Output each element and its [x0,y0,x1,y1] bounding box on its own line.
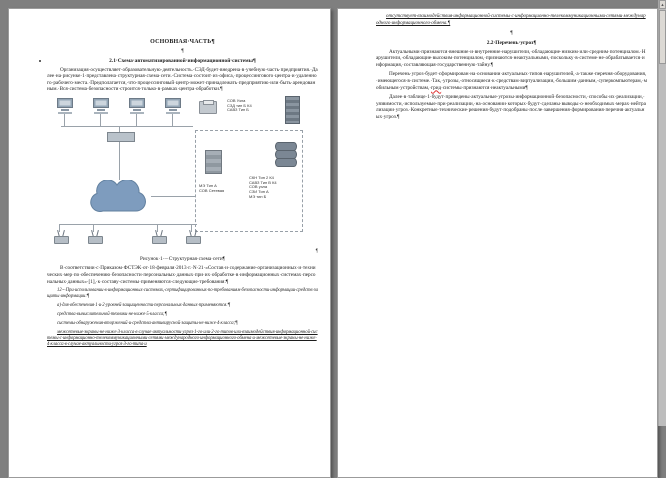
network-switch-icon [107,132,135,142]
server-rack-icon [285,96,300,124]
diagram-label-group-right [249,176,277,200]
scroll-up-button[interactable]: ▲ [660,2,665,7]
diagram-connector-line [100,114,101,126]
quote-line: системы·обнаружения·вторжений·и·средства·антивирусной·защиты·не·ниже·4·класса;¶ [57,321,238,327]
paragraph-text: Перечень·угроз·будет·сформирован·на·основании·актуальных·типов·нарушителей,·а·также·перечня·оборудования,·имеющегося·в·системе.·Так,·угрозы,·относящиеся·к·средствам·виртуализации,·большим·данным,·суперкомпьютерам,·мобильным·устройствам,· [376,71,647,91]
document-page-2[interactable] [337,8,658,478]
diagram-connector-line [136,114,137,126]
page-title: ОСНОВНАЯ·ЧАСТЬ¶ [150,39,215,45]
diagram-connector-line [151,196,195,197]
tracked-change-text: межсетевые·экраны·не·ниже·3·класса·в·случае·актуальности·угроз·1-го·или·2-го·типов·или·взаимодействия·информационной·системы·с·информационно-телекоммуникационными·сетями·международного·информационного·обмена·и·межсетевые·экраны·не·ниже·4·класса·в·случае·актуальности·угроз·3-го·типа·и [47,330,318,348]
workstation-icon [127,98,147,115]
diagram-label: САВЗ Тип Б [227,107,249,113]
workstation-icon [91,98,111,115]
paragraph-fstec-order: В·соответствии·с·Приказом·ФСТЭК·от·18·февраля·2013·г.·N·21·«Состав·и·содержание·организационных·и·технических·мер·по·обеспечению·безопасности·персональных·данных·при·их·обработке·в·информационных·системах·персональных·данных»·[1],·к·составу·системы·применяются·следующие·требования:¶ [47,265,316,285]
diagram-label: СОВ Узла [227,97,246,103]
diagram-label-group-top [227,99,252,113]
database-disk-icon [275,158,297,167]
document-page-1[interactable] [8,8,331,478]
access-point-icon [151,230,167,244]
change-marker-dot [39,60,41,62]
paragraph-text: ·системы·признаются·неактуальными¶ [441,84,528,91]
diagram-label: СЗИ Тип А [249,189,269,195]
paragraph-threat-list [376,71,647,91]
workstation-icon [163,98,183,115]
diagram-label: САВЗ Тип В К4 [249,179,277,185]
figure-caption: Рисунок·1·–·Структурная·схема·сети¶ [140,255,225,262]
quote-line: а)·для·обеспечения·1·и·2·уровней·защищенности·персональных·данных·применяются:¶ [57,303,231,309]
access-point-icon [185,230,201,244]
access-point-icon [53,230,69,244]
paragraph-system-description: Организация·осуществляет·образовательную·деятельность.·СЭД·будет·внедрена·в·учебную·часть·предприятия.·Далее·на·рисунке·1·представлена·структурная·схема·сети.·Система·состоит·из·офиса,·процессингового·центра·и·удаленного·рабочего·места.·Предполагается,·что·процессинговый·центр·может·принадлежать·предприятию·или·быть·арендованным.·Вся·система·безопасности·строится·только·в·рамках·центра·обработки.¶ [47,66,318,93]
diagram-label-group-mid [199,184,224,194]
diagram-connector-line [59,224,197,225]
diagram-connector-line [64,114,65,126]
server-icon [205,150,222,174]
workstation-icon [55,98,75,115]
diagram-label: СЗД тип Б К4 [227,102,252,108]
quote-line: средства·вычислительной·техники·не·ниже·5·класса;¶ [57,312,168,318]
scrollbar-thumb[interactable] [659,10,666,64]
printer-icon [199,101,217,114]
diagram-label: СОВ узла [249,184,268,190]
section-heading-2-1: 2.1·Схема·автоматизированной·информационной·системы¶ [109,57,256,64]
access-point-icon [87,230,103,244]
section-heading-2-2: 2.2·Перечень·угроз¶ [486,39,537,46]
diagram-label: МЭ тип Б [249,194,267,200]
empty-paragraph-mark: ¶ [510,30,513,37]
paragraph-table-intro: Далее·в·таблице·1·будут·приведены·актуальные·угрозы·информационной·безопасности,·способы·их·реализации,·уязвимости,·используемые·при·реализации,·на·основании·которых·будут·сделаны·выводы·о·необходимых·мерах·нейтрализации·угроз.·Конкретные·технические·решения·будут·подобраны·после·завершения·формирования·перечня·актуальных·угроз.¶ [376,94,646,121]
diagram-connector-line [61,126,193,127]
misspelled-word: грид [431,84,442,91]
internet-cloud-icon [87,180,151,216]
paragraph-intruders: Актуальными·признаются·внешние·и·внутренние·нарушители,·обладающие·низким·или·средним·потенциалом.·Нарушители,·обладающие·высоким·потенциалом,·признаются·неактуальными,·поскольку·в·системе·не·обрабатывается·информация,·составляющая·государственную·тайну.¶ [376,48,646,68]
vertical-scrollbar[interactable] [658,0,666,426]
diagram-label: СОВ Сетевая [199,187,225,193]
paragraph-mark: ¶ [315,248,318,254]
tracked-change-text-continuation: отсутствует·взаимодействия·информационной·системы·с·информационно-телекоммуникационными·сетями·международного·информационного·обмена.¶ [376,14,646,26]
diagram-label: МЭ Тип А [199,182,217,188]
diagram-label: СКН Тип 2 К4 [249,174,274,180]
diagram-connector-line [172,114,173,126]
network-diagram-figure[interactable] [47,96,318,256]
quote-line: 12·-·При·использовании·в·информационных·системах,·сертифицированных·по·требованиям·безопасности·информации·средств·защиты·информации:¶ [47,288,318,300]
empty-paragraph-mark: ¶ [181,48,184,54]
